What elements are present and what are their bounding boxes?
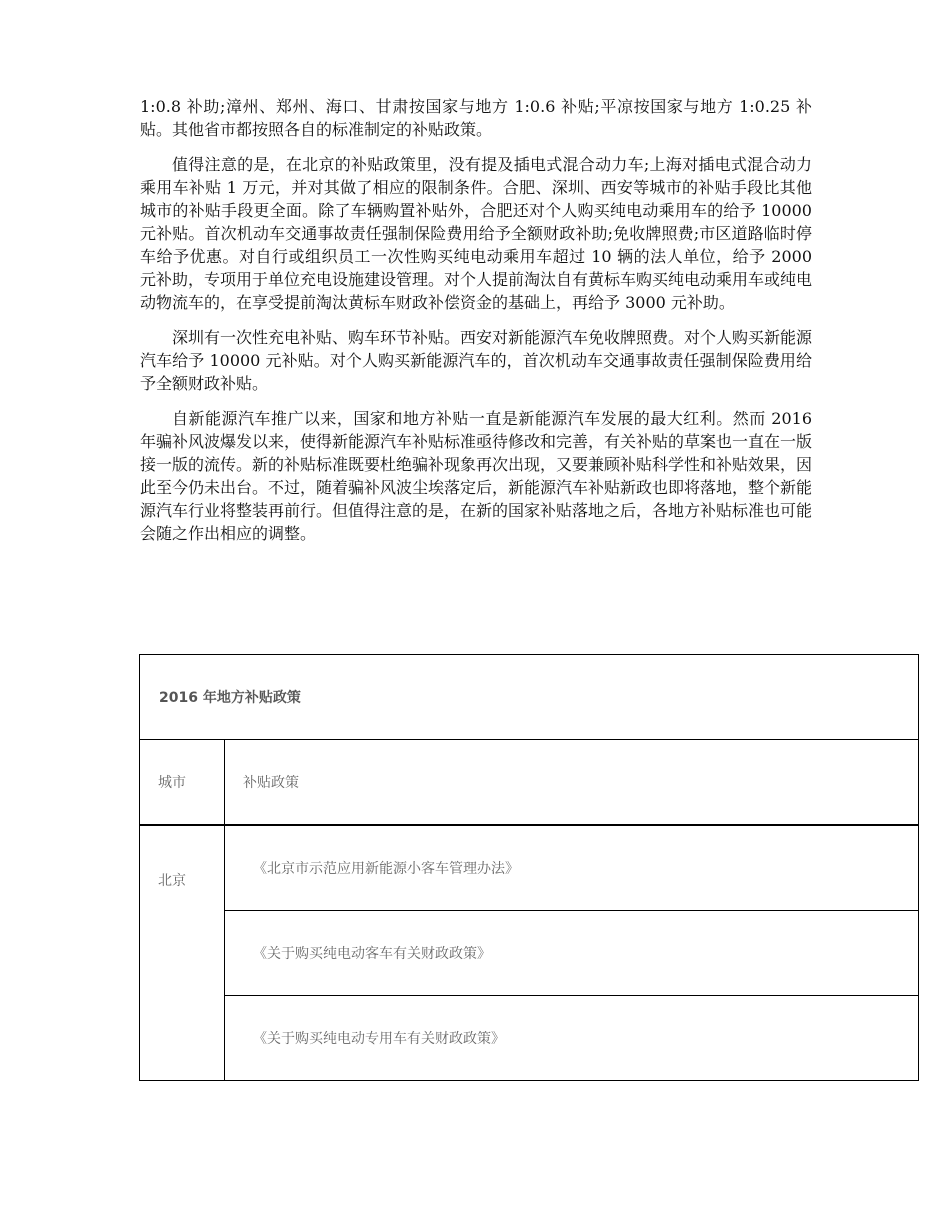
body-text [140, 95, 812, 557]
policy-cell: 《关于购买纯电动客车有关财政政策》 [225, 911, 919, 996]
city-cell: 北京 [140, 825, 225, 1081]
paragraph: 1:0.8 补助;漳州、郑州、海口、甘肃按国家与地方 1:0.6 补贴;平凉按国家与地方 1:0.25 补贴。其他省市都按照各自的标准制定的补贴政策。 [140, 97, 812, 139]
table-row [140, 825, 919, 911]
table-row [140, 996, 919, 1081]
subsidy-policy-table [139, 654, 919, 1081]
paragraph: 值得注意的是，在北京的补贴政策里，没有提及插电式混合动力车;上海对插电式混合动力乘用车补贴 1 万元，并对其做了相应的限制条件。合肥、深圳、西安等城市的补贴手段比其他城市的补贴手段更全面。除了车辆购置补贴外，合肥还对个人购买纯电动乘用车的给予 10000 元补贴。首次机动车交通事故责任强制保险费用给予全额财政补助;免收牌照费;市区道路临时停车给予优惠。对自行或组织员工一次性购买纯电动乘用车超过 10 辆的法人单位，给予 2000 元补助，专项用于单位充电设施建设管理。对个人提前淘汰自有黄标车购买纯电动乘用车或纯电动物流车的，在享受提前淘汰黄标车财政补偿资金的基础上，再给予 3000 元补助。 [140, 155, 813, 312]
paragraph: 自新能源汽车推广以来，国家和地方补贴一直是新能源汽车发展的最大红利。然而 2016 年骗补风波爆发以来，使得新能源汽车补贴标准亟待修改和完善，有关补贴的草案也一直在一版接一版的流传。新的补贴标准既要杜绝骗补现象再次出现，又要兼顾补贴科学性和补贴效果，因此至今仍未出台。不过，随着骗补风波尘埃落定后，新能源汽车补贴新政也即将落地，整个新能源汽车行业将整装再前行。但值得注意的是，在新的国家补贴落地之后，各地方补贴标准也可能会随之作出相应的调整。 [140, 409, 813, 543]
column-header-city: 城市 [140, 740, 225, 826]
table-header-row [140, 740, 919, 826]
paragraph: 深圳有一次性充电补贴、购车环节补贴。西安对新能源汽车免收牌照费。对个人购买新能源汽车给予 10000 元补贴。对个人购买新能源汽车的，首次机动车交通事故责任强制保险费用给予全额财政补贴。 [140, 328, 813, 393]
column-header-policy: 补贴政策 [225, 740, 919, 826]
table-caption: 2016 年地方补贴政策 [140, 655, 919, 740]
policy-cell: 《关于购买纯电动专用车有关财政政策》 [225, 996, 919, 1081]
policy-cell: 《北京市示范应用新能源小客车管理办法》 [225, 825, 919, 911]
table-caption-row [140, 655, 919, 740]
table-row [140, 911, 919, 996]
